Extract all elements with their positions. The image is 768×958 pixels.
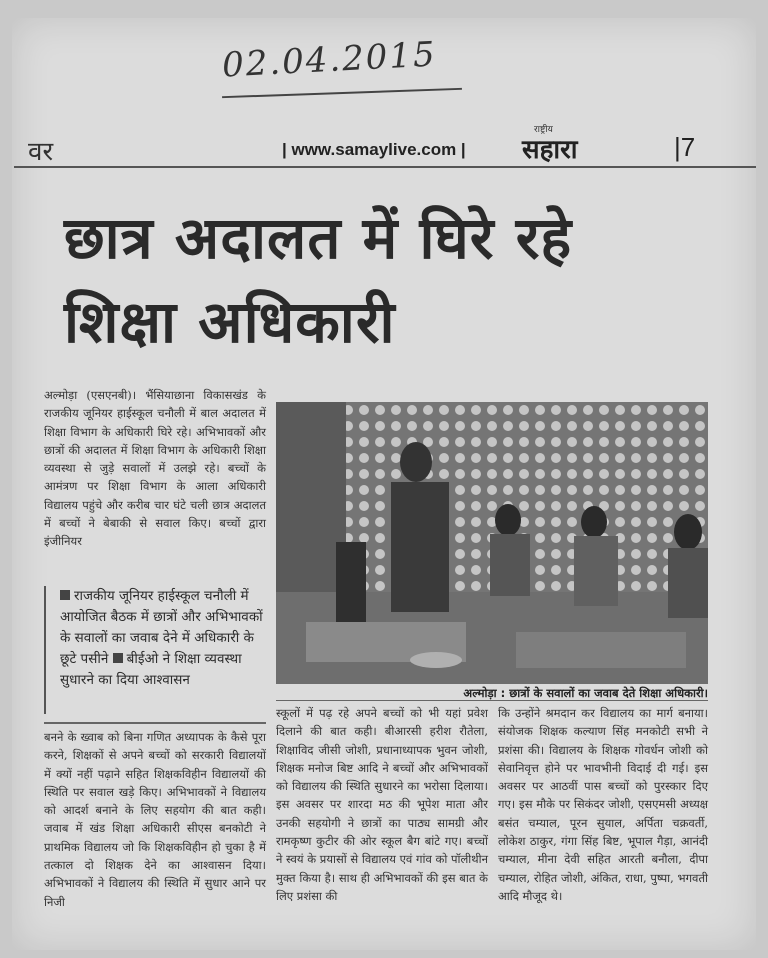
- column-divider: [44, 722, 266, 724]
- section-fragment: वर: [28, 137, 54, 167]
- photo-scene: [276, 402, 708, 684]
- handwritten-date: 02.04.2015: [221, 34, 438, 86]
- news-photo: [276, 402, 708, 684]
- bullet-square-icon: [113, 653, 123, 663]
- article-headline: छात्र अदालत में घिरे रहे शिक्षा अधिकारी: [64, 204, 573, 356]
- highlight-box: [44, 586, 266, 714]
- bullet-square-icon: [60, 590, 70, 600]
- article-intro: अल्मोड़ा (एसएनबी)। भैंसियाछाना विकासखंड के राजकीय जूनियर हाईस्कूल चनौली में बाल अदालत में शिक्षा विभाग के अधिकारी घिरे रहे। अभिभावकों और छात्रों की अदालत में शिक्षा विभाग के अधिकारी शिक्षा व्यवस्था से जुड़े सवालों में उलझे रहे। बच्चों के आमंत्रण पर शिक्षा विभाग के आला अधिकारी विद्यालय पहुंचे और करीब चार घंटे चली छात्र अदालत में बच्चों ने बेबाकी से सवाल किए। बच्चों द्वारा इंजीनियर: [44, 388, 266, 549]
- website-url: | www.samaylive.com |: [282, 140, 466, 159]
- photo-caption: अल्मोड़ा : छात्रों के सवालों का जवाब देते शिक्षा अधिकारी।: [463, 686, 708, 700]
- article-column-2: स्कूलों में पढ़ रहे अपने बच्चों को भी यहां प्रवेश दिलाने की बात कही। बीआरसी हरीश रौतेला, शिक्षाविद जीसी जोशी, प्रधानाध्यापक भुवन जोशी, शिक्षक मनोज बिष्ट आदि ने बच्चों और अभिभावकों को विद्यालय की स्थिति सुधारने का भरोसा दिलाया। इस अवसर पर शारदा मठ की भूपेश माता और उनकी सहयोगी ने छात्रों का पाठ्य सामग्री और रामकृष्ण कुटीर की ओर स्कूल बैग बांटे गए। बच्चों ने स्वयं के प्रयासों से विद्यालय एवं गांव को पॉलीथीन मुक्त किया है। साथ ही अभिभावकों की इस बात के लिए प्रशंसा की: [276, 706, 488, 903]
- page-masthead: [14, 125, 756, 168]
- caption-rule: [276, 700, 708, 701]
- article-column-3: कि उन्होंने श्रमदान कर विद्यालय का मार्ग बनाया। संयोजक शिक्षक कल्याण सिंह मनकोटी सभी ने प्रशंसा की। विद्यालय के शिक्षक गोवर्धन जोशी को सेवानिवृत्त होने पर भावभीनी विदाई दी गई। इस अवसर पर आठवीं पास बच्चों को पुरस्कार दिए गए। इस मौके पर सिकंदर जोशी, एसएमसी अध्यक्ष बसंत चम्याल, पूरन सुयाल, अर्पिता चक्रवर्ती, लोकेश ठाकुर, गंगा सिंह बिष्ट, भूपाल गैड़ा, आनंदी चम्याल, मीना देवी सहित आरती बनौला, दीपा चम्याल, रोहित जोशी, अंकित, राधा, पुष्पा, भगवती आदि मौजूद थे।: [498, 706, 708, 903]
- brand-subtitle: राष्ट्रीय: [534, 125, 553, 135]
- highlight-item-2: बीईओ ने शिक्षा व्यवस्था सुधारने का दिया आश्वासन: [60, 651, 242, 688]
- page-number: |7: [674, 132, 696, 162]
- newspaper-brand: सहारा: [522, 135, 578, 165]
- highlight-item-1: राजकीय जूनियर हाईस्कूल चनौली में आयोजित बैठक में छात्रों और अभिभावकों के सवालों का जवाब देने में अधिकारी के छूटे पसीने: [60, 588, 263, 667]
- article-column-1: बनने के ख्वाब को बिना गणित अध्यापक के कैसे पूरा करने, शिक्षकों से अपने बच्चों को सरकारी विद्यालयों में क्यों नहीं पढ़ाने सहित शिक्षकविहीन विद्यालयों की स्थिति पर सवाल खड़े किए। अभिभावकों ने विद्यालय को आदर्श बनाने के लिए सहयोग की बात कही। जवाब में खंड शिक्षा अधिकारी सीएस बनकोटी ने प्राथमिक विद्यालय जो कि शिक्षकविहीन हो चुका है में तत्काल दो शिक्षक देने का आश्वासन दिया। अभिभावकों ने विद्यालय की स्थिति में सुधार आने पर निजी: [44, 730, 266, 909]
